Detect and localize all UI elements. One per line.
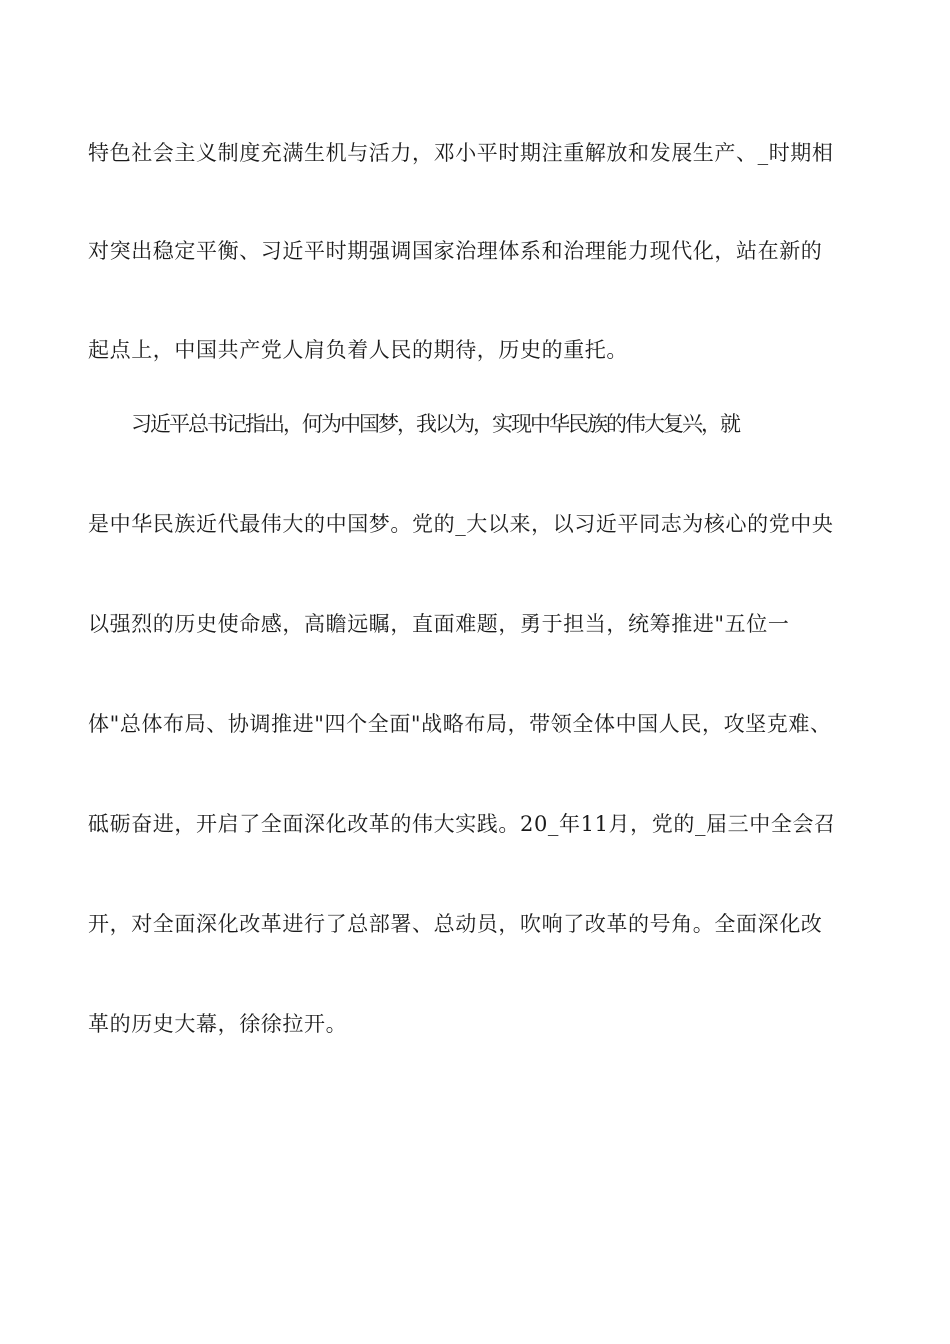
paragraph-line: 体"总体布局、协调推进"四个全面"战略布局，带领全体中国人民，攻坚克难、 — [88, 712, 832, 736]
paragraph-line: 砥砺奋进，开启了全面深化改革的伟大实践。20_年11月，党的_届三中全会召 — [88, 812, 836, 836]
paragraph-line: 起点上，中国共产党人肩负着人民的期待，历史的重托。 — [88, 338, 628, 362]
paragraph-line: 对突出稳定平衡、习近平时期强调国家治理体系和治理能力现代化，站在新的 — [88, 239, 823, 263]
paragraph-line: 是中华民族近代最伟大的中国梦。党的_大以来，以习近平同志为核心的党中央 — [88, 512, 834, 536]
paragraph-line: 以强烈的历史使命感，高瞻远瞩，直面难题，勇于担当，统筹推进"五位一 — [88, 612, 790, 636]
paragraph-line: 习近平总书记指出，何为中国梦，我以为，实现中华民族的伟大复兴，就 — [131, 412, 739, 436]
paragraph-line: 特色社会主义制度充满生机与活力，邓小平时期注重解放和发展生产、_时期相 — [88, 141, 834, 165]
paragraph-line: 开，对全面深化改革进行了总部署、总动员，吹响了改革的号角。全面深化改 — [88, 912, 823, 936]
paragraph-line: 革的历史大幕，徐徐拉开。 — [88, 1012, 348, 1036]
